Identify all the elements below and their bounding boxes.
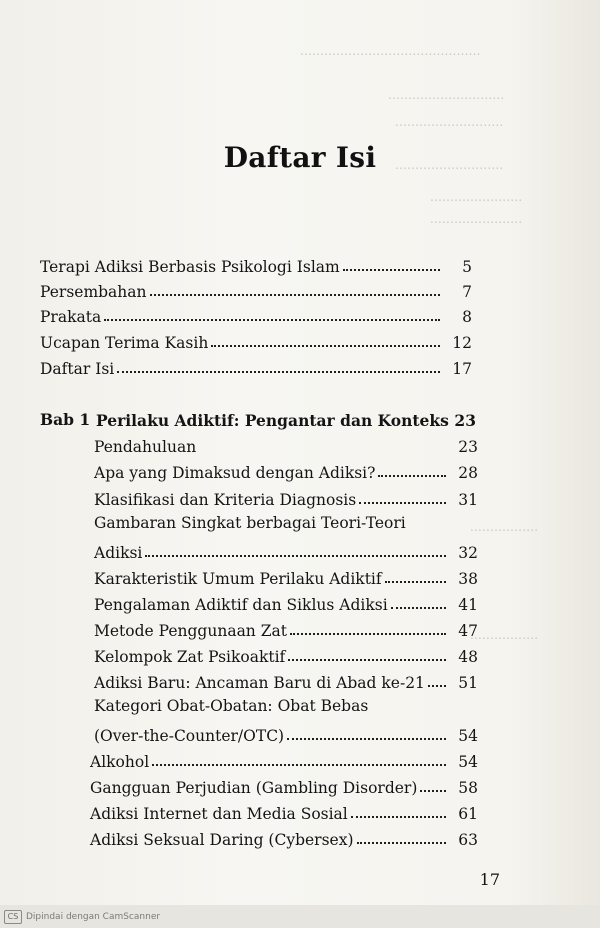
- dot-leader: [378, 473, 446, 477]
- scanner-watermark: [0, 905, 600, 928]
- dot-leader: [211, 343, 440, 347]
- dot-leader: [287, 736, 446, 740]
- toc-entry-page: 12: [452, 334, 472, 352]
- page-number: 17: [479, 870, 500, 889]
- toc-entry-label: Prakata: [40, 308, 102, 326]
- toc-entry: [40, 326, 472, 352]
- toc-section-page: 41: [458, 596, 478, 614]
- dot-leader: [104, 317, 440, 321]
- toc-section: [90, 797, 478, 823]
- toc-section-label: Adiksi: [94, 544, 143, 562]
- dot-leader: [420, 788, 446, 792]
- toc-section: [94, 719, 478, 745]
- toc-section-label: Apa yang Dimaksud dengan Adiksi?: [94, 464, 376, 482]
- bleed-through-text: ...........................: [395, 115, 504, 129]
- toc-section: [94, 430, 478, 456]
- toc-section-page: 54: [458, 753, 478, 771]
- toc-section-page: 63: [458, 831, 478, 849]
- toc-entry-page: 7: [462, 283, 472, 301]
- bleed-through-text: .......................: [430, 190, 523, 204]
- bleed-through-text: .............................................: [300, 44, 481, 58]
- toc-section-label: Klasifikasi dan Kriteria Diagnosis: [94, 491, 357, 509]
- toc-entry-label: Persembahan: [40, 283, 147, 301]
- toc-section: [94, 562, 478, 588]
- toc-section-page: 58: [458, 779, 478, 797]
- toc-section: [94, 666, 478, 692]
- toc-section-page: 47: [458, 622, 478, 640]
- toc-section-label: Gangguan Perjudian (Gambling Disorder): [90, 779, 418, 797]
- dot-leader: [385, 579, 446, 583]
- toc-section-label: Adiksi Internet dan Media Sosial: [90, 805, 348, 823]
- toc-entry: [40, 250, 472, 276]
- scanner-watermark-text: Dipindai dengan CamScanner: [26, 911, 161, 922]
- toc-section-label: Metode Penggunaan Zat: [94, 622, 287, 640]
- toc-section-page: 23: [458, 438, 478, 456]
- toc-section: [94, 456, 478, 482]
- toc-section-page: 32: [458, 544, 478, 562]
- toc-entry-label: Daftar Isi: [40, 360, 115, 378]
- dot-leader: [359, 500, 446, 504]
- toc-entry: [40, 352, 472, 378]
- toc-entry: [40, 275, 472, 301]
- toc-section-page: 54: [458, 727, 478, 745]
- toc-section: [94, 640, 478, 666]
- page-title: Daftar Isi: [223, 140, 377, 174]
- toc-section-label: Adiksi Baru: Ancaman Baru di Abad ke-21: [94, 674, 425, 692]
- dot-leader: [428, 683, 446, 687]
- toc-section-label: Karakteristik Umum Perilaku Adiktif: [94, 570, 382, 588]
- toc-section: [94, 536, 478, 562]
- dot-leader: [290, 631, 446, 635]
- chapter-page: 23: [454, 411, 476, 430]
- chapter-title: Perilaku Adiktif: Pengantar dan Konteks: [96, 411, 449, 430]
- chapter-heading: [96, 404, 476, 430]
- dot-leader: [150, 292, 440, 296]
- dot-leader: [145, 553, 446, 557]
- toc-entry-page: 17: [452, 360, 472, 378]
- bleed-through-text: .......................: [430, 212, 523, 226]
- toc-section: [90, 745, 478, 771]
- dot-leader: [288, 657, 446, 661]
- dot-leader: [351, 814, 446, 818]
- toc-section: [90, 823, 478, 849]
- bleed-through-text: .................: [470, 520, 539, 534]
- dot-leader: [391, 605, 446, 609]
- chapter-number: Bab 1: [40, 410, 91, 429]
- dot-leader: [343, 267, 440, 271]
- toc-section: [94, 614, 478, 640]
- toc-section-label: Pengalaman Adiktif dan Siklus Adiksi: [94, 596, 388, 614]
- dot-leader: [152, 762, 446, 766]
- toc-section-page: 61: [458, 805, 478, 823]
- toc-entry: [40, 300, 472, 326]
- toc-section-label: Alkohol: [90, 753, 150, 771]
- camscanner-logo-icon: CS: [4, 910, 22, 924]
- toc-section-page: 28: [458, 464, 478, 482]
- toc-section-label-line1: Gambaran Singkat berbagai Teori-Teori: [94, 514, 406, 532]
- toc-section-page: 51: [458, 674, 478, 692]
- toc-entry-page: 8: [462, 308, 472, 326]
- toc-section: [90, 771, 478, 797]
- toc-entry-label: Terapi Adiksi Berbasis Psikologi Islam: [40, 258, 340, 276]
- toc-section-page: 48: [458, 648, 478, 666]
- toc-section-label: (Over-the-Counter/OTC): [94, 727, 285, 745]
- bleed-through-text: .................: [470, 628, 539, 642]
- toc-section-page: 38: [458, 570, 478, 588]
- toc-entry-label: Ucapan Terima Kasih: [40, 334, 209, 352]
- toc-section: [94, 483, 478, 509]
- toc-section-label: Kelompok Zat Psikoaktif: [94, 648, 286, 666]
- toc-section-label-line1: Kategori Obat-Obatan: Obat Bebas: [94, 697, 369, 715]
- toc-section: [94, 588, 478, 614]
- dot-leader: [357, 840, 447, 844]
- dot-leader: [117, 369, 440, 373]
- toc-section-page: 31: [458, 491, 478, 509]
- toc-section-label: Adiksi Seksual Daring (Cybersex): [90, 831, 354, 849]
- bleed-through-text: ...........................: [395, 158, 504, 172]
- toc-section-label: Pendahuluan: [94, 438, 197, 456]
- bleed-through-text: .............................: [388, 88, 505, 102]
- toc-entry-page: 5: [462, 258, 472, 276]
